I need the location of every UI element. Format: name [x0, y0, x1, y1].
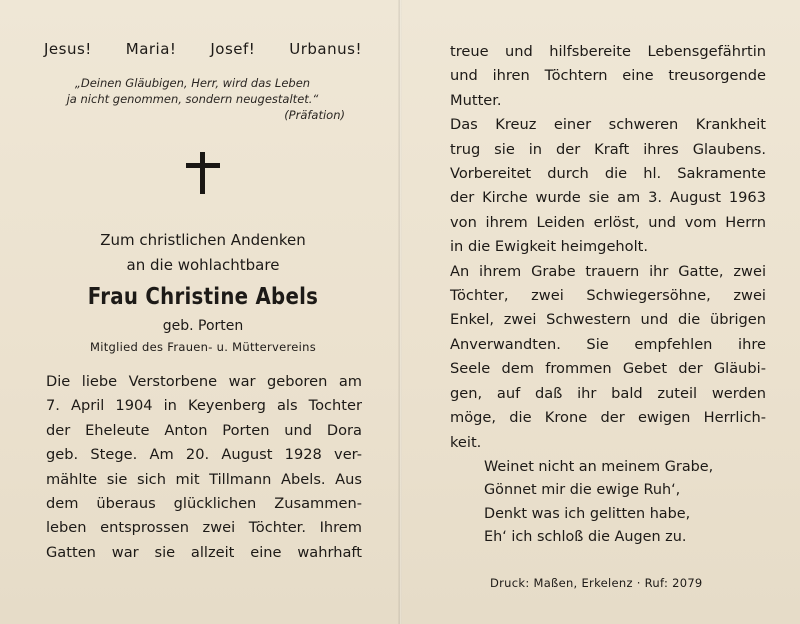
- poem-line: Gönnet mir die ewige Ruh‘,: [484, 482, 681, 499]
- text-line: An ihrem Grabe trauern ihr Gatte, zwei: [450, 262, 766, 280]
- maiden-name: geb. Porten: [162, 318, 244, 334]
- deceased-name: Frau Christine Abels: [87, 284, 319, 310]
- invocation-urbanus: Urbanus!: [289, 40, 362, 58]
- quote-source: (Präfation): [284, 108, 345, 122]
- biography-line: Die liebe Verstorbene war geboren am: [46, 373, 362, 390]
- continuation-text: [450, 40, 766, 455]
- memorial-line-2: an die wohlachtbare: [126, 256, 280, 274]
- text-line: und ihren Töchtern eine treusorgende: [450, 67, 766, 85]
- text-line: Vorbereitet durch die hl. Sakramente: [450, 165, 766, 183]
- text-line: Töchter, zwei Schwiegersöhne, zwei: [450, 287, 766, 305]
- invocation-josef: Josef!: [210, 40, 256, 58]
- memorial-line-1: Zum christlichen Andenken: [100, 231, 306, 249]
- text-line: der Kirche wurde sie am 3. August 1963: [450, 189, 766, 207]
- biography-line: mählte sie sich mit Tillmann Abels. Aus: [46, 470, 362, 488]
- invocation-jesus: Jesus!: [44, 40, 92, 58]
- biography-line: der Eheleute Anton Porten und Dora: [46, 421, 362, 439]
- text-line: Enkel, zwei Schwestern und die übrigen: [450, 311, 766, 329]
- invocation-line: [44, 40, 362, 58]
- biography-line: Gatten war sie allzeit eine wahrhaft: [46, 543, 362, 561]
- latin-cross-icon: [186, 152, 220, 194]
- printer-credit: Druck: Maßen, Erkelenz · Ruf: 2079: [490, 576, 703, 590]
- text-line: Mutter.: [450, 91, 502, 109]
- text-line: Seele dem frommen Gebet der Gläubi-: [450, 360, 766, 378]
- biography-text: [46, 370, 362, 565]
- text-line: in die Ewigkeit heimgeholt.: [450, 238, 649, 256]
- text-line: Das Kreuz einer schweren Krankheit: [450, 116, 766, 134]
- closing-poem: [484, 456, 774, 550]
- quote-line: ja nicht genommen, sondern neugestaltet.“: [66, 92, 319, 106]
- poem-line: Denkt was ich gelitten habe,: [484, 505, 691, 522]
- memorial-intro: [50, 228, 356, 278]
- poem-line: Eh‘ ich schloß die Augen zu.: [484, 529, 687, 546]
- quote-line: „Deinen Gläubigen, Herr, wird das Leben: [74, 76, 311, 90]
- membership-note: Mitglied des Frauen- u. Müttervereins: [89, 340, 317, 354]
- text-line: treue und hilfsbereite Lebensgefährtin: [450, 43, 766, 60]
- left-page: [0, 0, 398, 624]
- text-line: keit.: [450, 433, 482, 451]
- text-line: von ihrem Leiden erlöst, und vom Herrn: [450, 213, 766, 231]
- biography-line: leben entsprossen zwei Töchter. Ihrem: [46, 519, 362, 537]
- preface-quote: [40, 75, 345, 123]
- text-line: gen, auf daß ihr bald zuteil werden: [450, 384, 766, 402]
- text-line: trug sie in der Kraft ihres Glaubens.: [450, 140, 766, 158]
- text-line: Anverwandten. Sie empfehlen ihre: [450, 335, 766, 353]
- biography-line: 7. April 1904 in Keyenberg als Tochter: [46, 397, 362, 415]
- text-line: möge, die Krone der ewigen Herrlich-: [450, 409, 766, 427]
- biography-line: dem überaus glücklichen Zusammen-: [46, 495, 362, 513]
- biography-line: geb. Stege. Am 20. August 1928 ver-: [46, 446, 362, 464]
- poem-line: Weinet nicht an meinem Grabe,: [484, 459, 714, 475]
- invocation-maria: Maria!: [125, 40, 177, 58]
